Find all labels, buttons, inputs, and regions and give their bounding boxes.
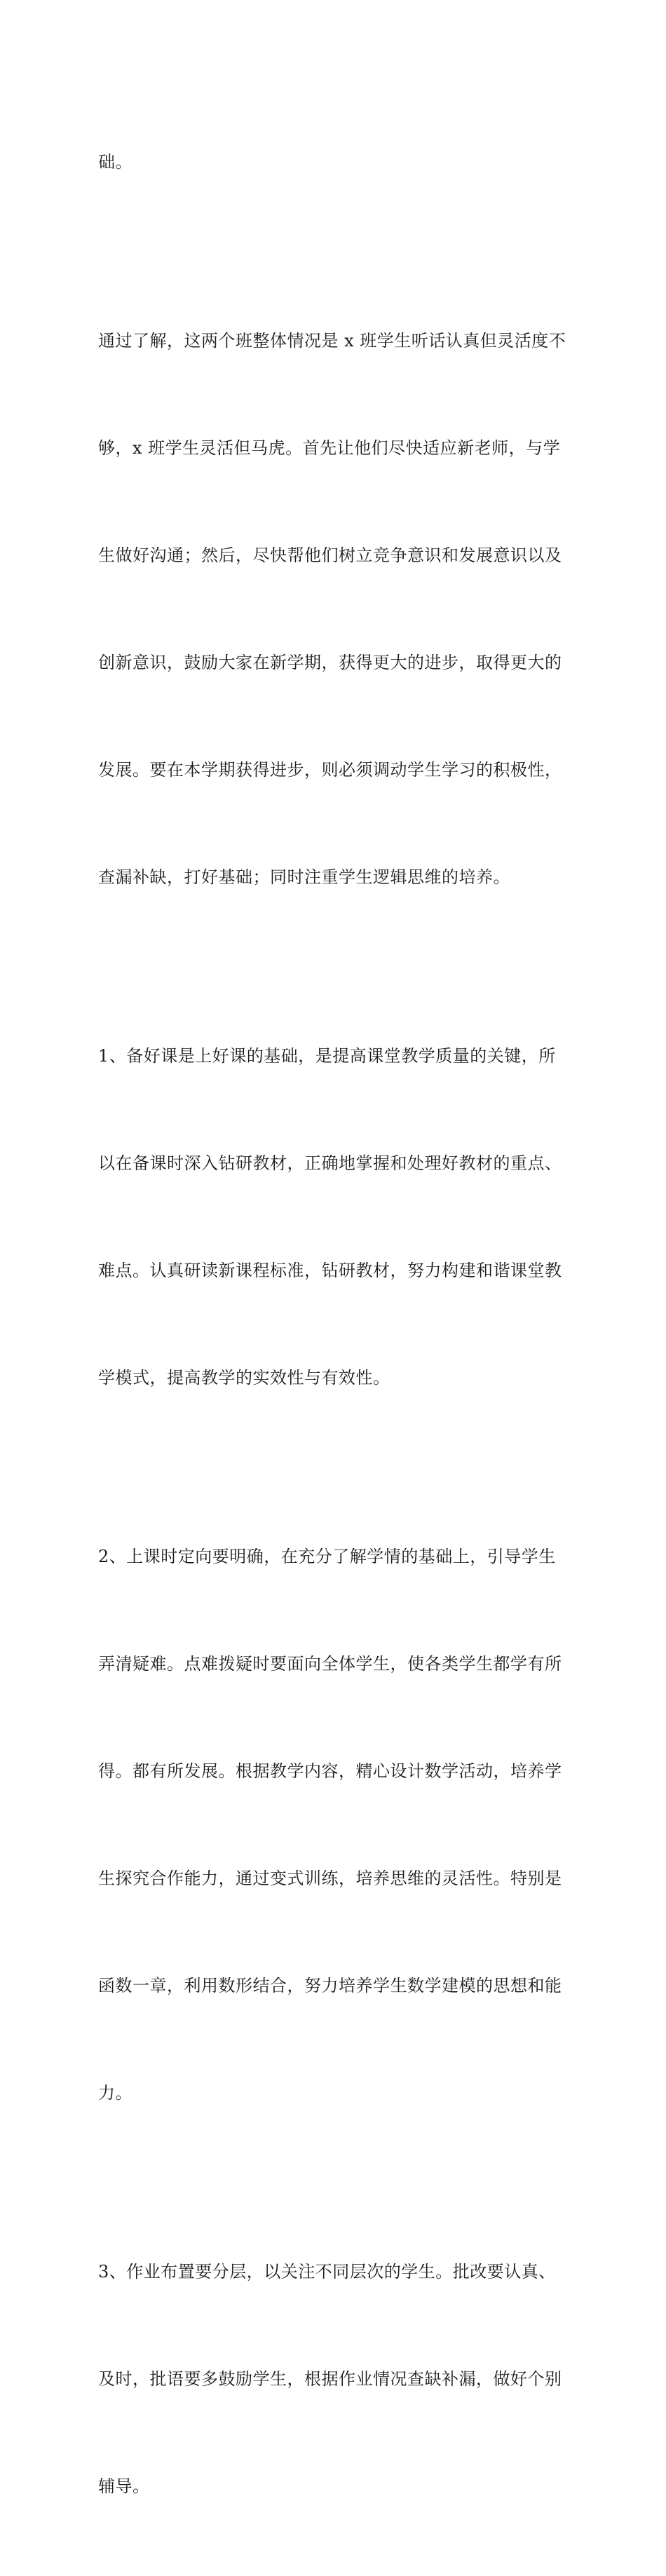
text-line: 弄清疑难。点难拨疑时要面向全体学生，使各类学生都学有所 — [98, 1654, 562, 1674]
text-line: 学模式，提高教学的实效性与有效性。 — [98, 1368, 390, 1388]
text-line: 1、备好课是上好课的基础，是提高课堂教学质量的关键，所 — [98, 1046, 556, 1066]
paragraph-continuation — [98, 73, 575, 252]
text-line: 够，x 班学生灵活但马虎。首先让他们尽快适应新老师，与学 — [98, 438, 561, 458]
text-line: 得。都有所发展。根据教学内容，精心设计数学活动，培养学 — [98, 1761, 562, 1781]
text-line: 函数一章，利用数形结合，努力培养学生数学建模的思想和能 — [98, 1976, 562, 1995]
paragraph-item-3 — [98, 2183, 575, 2576]
paragraph-item-1 — [98, 967, 575, 1467]
document-body — [98, 73, 575, 2576]
text-line: 以在备课时深入钻研教材，正确地掌握和处理好教材的重点、 — [98, 1153, 562, 1173]
text-line: 3、作业布置要分层，以关注不同层次的学生。批改要认真、 — [98, 2262, 556, 2282]
text-line: 查漏补缺，打好基础；同时注重学生逻辑思维的培养。 — [98, 867, 510, 887]
text-line: 发展。要在本学期获得进步，则必须调动学生学习的积极性， — [98, 760, 562, 780]
text-line: 辅导。 — [98, 2476, 150, 2496]
text-line: 力。 — [98, 2083, 132, 2103]
text-line: 创新意识，鼓励大家在新学期，获得更大的进步，取得更大的 — [98, 653, 562, 672]
paragraph-class-situation — [98, 252, 575, 967]
text-line: 难点。认真研读新课程标准，钻研教材，努力构建和谐课堂教 — [98, 1261, 562, 1280]
text-line: 生做好沟通；然后，尽快帮他们树立竞争意识和发展意识以及 — [98, 545, 562, 565]
paragraph-item-2 — [98, 1467, 575, 2183]
text-line: 及时，批语要多鼓励学生，根据作业情况查缺补漏，做好个别 — [98, 2369, 562, 2389]
text-line: 生探究合作能力，通过变式训练，培养思维的灵活性。特别是 — [98, 1869, 562, 1888]
text-line: 础。 — [98, 152, 132, 172]
text-line: 通过了解，这两个班整体情况是 x 班学生听话认真但灵活度不 — [98, 331, 566, 351]
text-line: 2、上课时定向要明确，在充分了解学情的基础上，引导学生 — [98, 1547, 556, 1566]
